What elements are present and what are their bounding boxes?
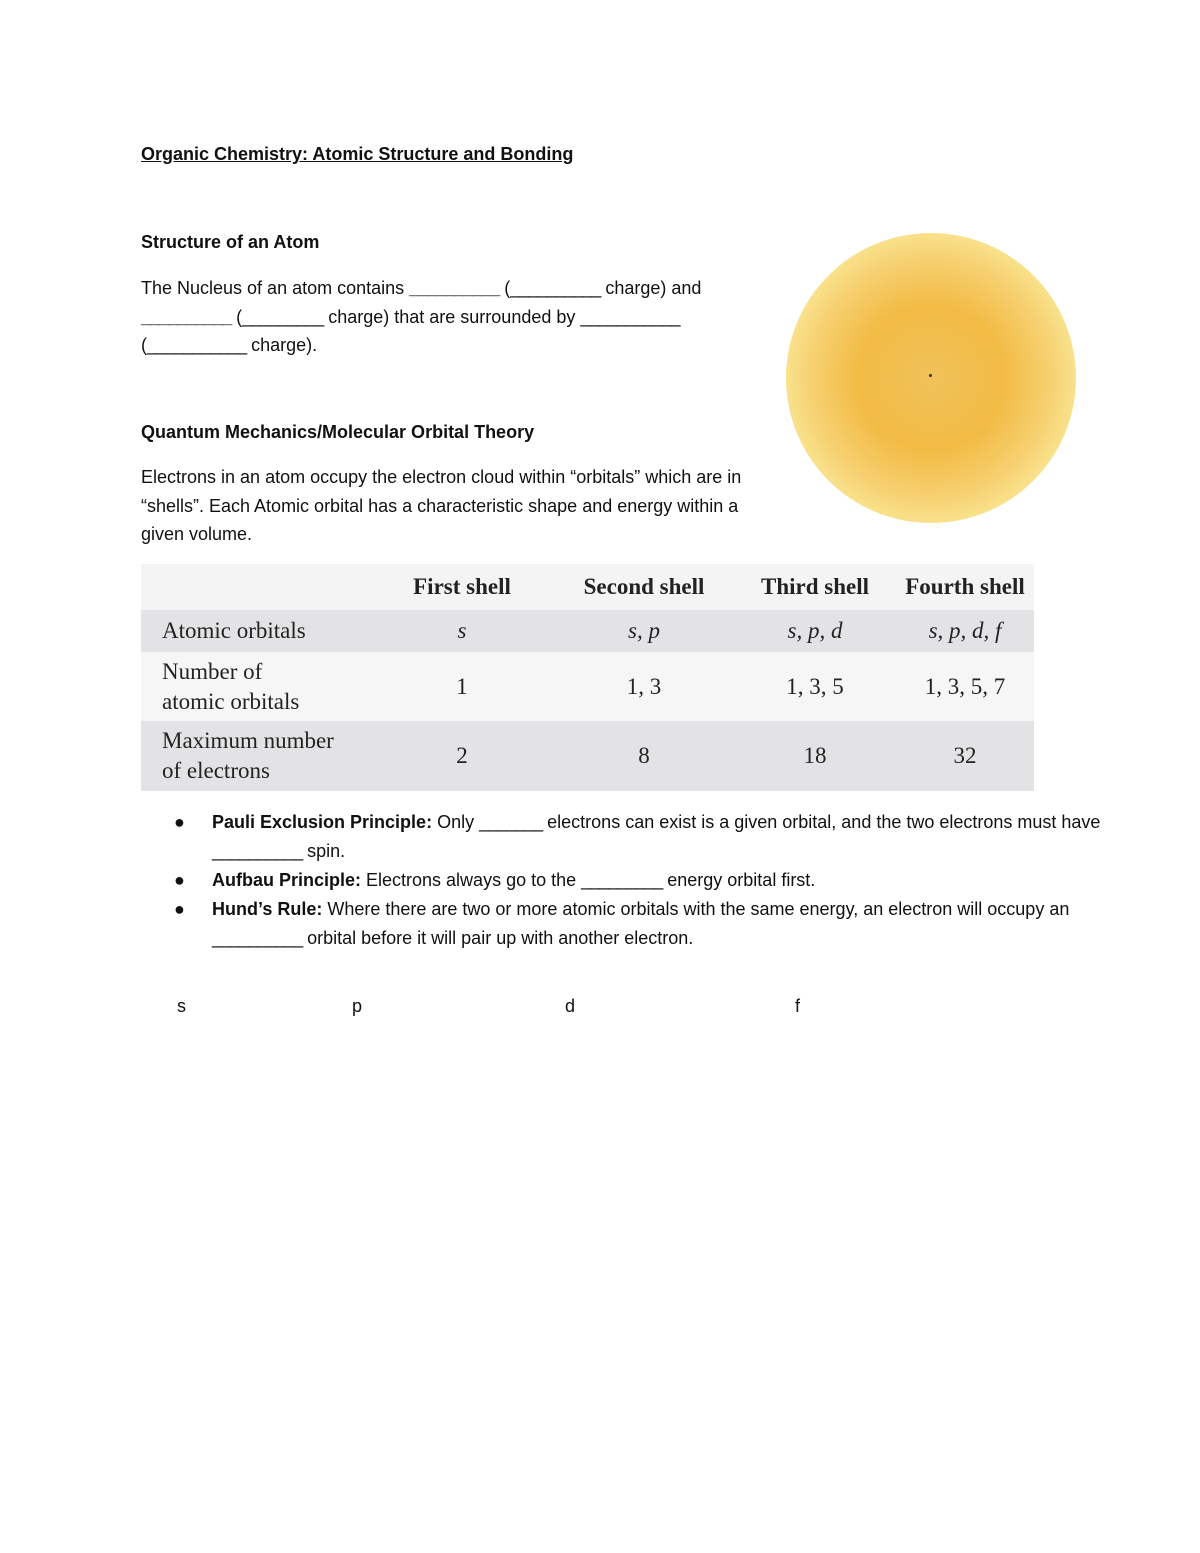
atom-structure-paragraph: The Nucleus of an atom contains __________ (__________ charge) and __________ (_________ charge) that are surrounded by ___________ (___________ charge). xyxy=(141,278,702,355)
table-header-cell: Third shell xyxy=(734,564,896,610)
table-cell: s, p, d xyxy=(734,610,896,652)
table-cell: 8 xyxy=(554,721,734,791)
blank: __________ xyxy=(141,306,232,327)
table-header-cell: Second shell xyxy=(554,564,734,610)
blank: __________ xyxy=(510,278,601,298)
table-cell: s, p xyxy=(554,610,734,652)
list-item: ● Aufbau Principle: Electrons always go to the _________ energy orbital first. xyxy=(212,866,1112,895)
blank: _________ xyxy=(242,306,324,327)
nucleus-dot xyxy=(929,374,932,377)
row-label: Maximum number of electrons xyxy=(141,721,370,791)
blank: _______ xyxy=(479,812,543,832)
table-cell: 18 xyxy=(734,721,896,791)
section-heading-atom-structure: Structure of an Atom xyxy=(141,232,320,252)
table-cell: 2 xyxy=(370,721,554,791)
orbital-label-f: f xyxy=(795,996,801,1016)
orbital-label-d: d xyxy=(565,996,576,1016)
table-header-cell: Fourth shell xyxy=(896,564,1034,610)
table-row xyxy=(141,652,1034,721)
table-header-row xyxy=(141,564,1034,610)
orbital-shell-table xyxy=(141,564,1034,791)
table-cell: 1, 3, 5, 7 xyxy=(896,652,1034,721)
quantum-paragraph: Electrons in an atom occupy the electron cloud within “orbitals” which are in “shells”. Each Atomic orbital has a characteristic shape and energy within a given volume. xyxy=(141,467,742,544)
row-label: Number of atomic orbitals xyxy=(141,652,370,721)
electron-cloud-image xyxy=(786,233,1076,523)
page-title: Organic Chemistry: Atomic Structure and Bonding xyxy=(141,144,574,164)
principles-list xyxy=(141,808,1112,953)
table-header-cell: First shell xyxy=(370,564,554,610)
table-row xyxy=(141,721,1034,791)
orbital-label-p: p xyxy=(352,996,363,1016)
blank: __________ xyxy=(212,841,303,861)
orbital-label-s: s xyxy=(177,996,186,1016)
bullet-icon: ● xyxy=(174,899,185,919)
table-cell: 1, 3, 5 xyxy=(734,652,896,721)
row-label: Atomic orbitals xyxy=(141,610,370,652)
blank: _________ xyxy=(581,870,663,890)
bullet-icon: ● xyxy=(174,812,185,832)
bullet-icon: ● xyxy=(174,870,185,890)
table-cell: 1 xyxy=(370,652,554,721)
table-cell: 1, 3 xyxy=(554,652,734,721)
table-cell: s, p, d, f xyxy=(896,610,1034,652)
section-heading-quantum: Quantum Mechanics/Molecular Orbital Theory xyxy=(141,422,535,442)
table-row xyxy=(141,610,1034,652)
blank: __________ xyxy=(409,278,500,298)
table-header-cell xyxy=(141,564,370,610)
list-item: ● Pauli Exclusion Principle: Only _______ electrons can exist is a given orbital, and the two electrons must have __________ spin. xyxy=(212,808,1112,866)
blank: ___________ xyxy=(580,306,680,327)
blank: ___________ xyxy=(147,335,247,355)
table-cell: 32 xyxy=(896,721,1034,791)
list-item: ● Hund’s Rule: Where there are two or more atomic orbitals with the same energy, an electron will occupy an __________ orbital before it will pair up with another electron. xyxy=(212,895,1112,953)
blank: __________ xyxy=(212,928,303,948)
table-cell: s xyxy=(370,610,554,652)
